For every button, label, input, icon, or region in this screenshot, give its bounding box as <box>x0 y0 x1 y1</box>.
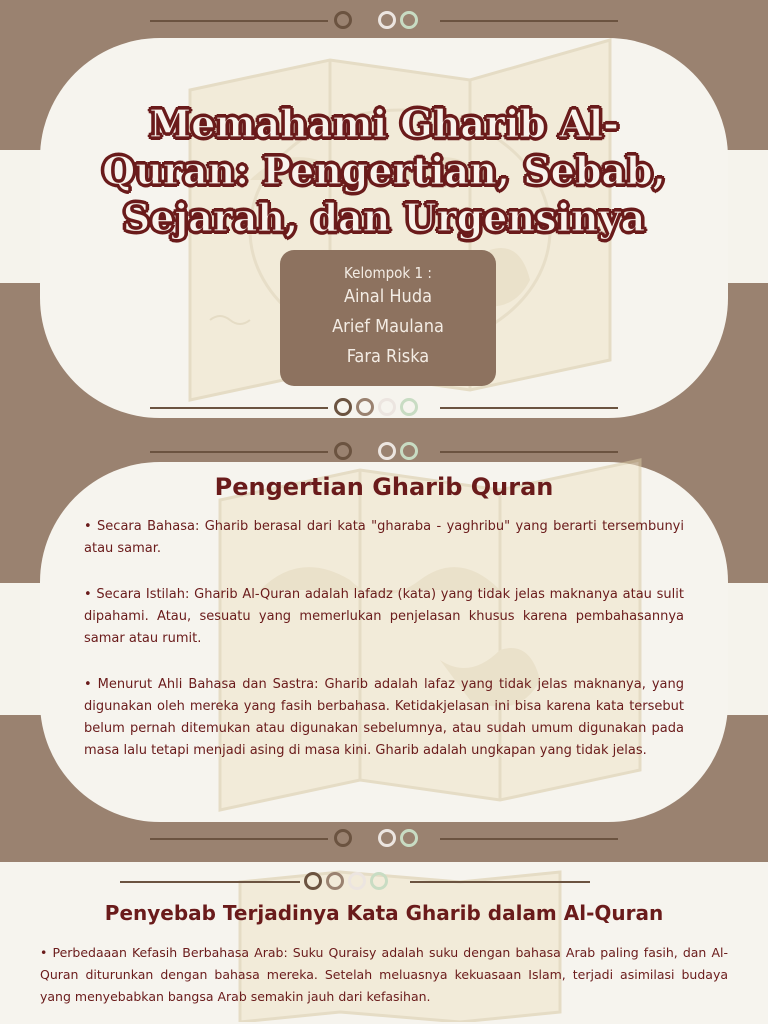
circle-divider-icon <box>334 829 418 847</box>
member-name: Fara Riska <box>346 346 430 367</box>
divider-line <box>150 407 328 409</box>
divider-line <box>440 838 618 840</box>
paragraph: • Menurut Ahli Bahasa dan Sastra: Gharib adalah lafaz yang tidak jelas maknanya, yang digunakan oleh mereka yang fasih berbahasa. Ketidakjelasan ini bisa karena kata tersebut belum pernah ditemukan atau digunakan sebelumnya, atau sudah umum digunakan pada masa lalu tetapi menjadi asing di masa kini. Gharib adalah ungkapan yang tidak jelas. <box>84 677 684 758</box>
circle-divider-icon <box>304 872 388 890</box>
section-title: Pengertian Gharib Quran <box>214 473 554 501</box>
divider-line <box>440 20 618 22</box>
divider-line <box>150 451 328 453</box>
circle-divider-icon <box>334 442 418 460</box>
paragraph: • Perbedaaan Kefasih Berbahasa Arab: Suku Quraisy adalah suku dengan bahasa Arab paling fasih, dan Al-Quran diturunkan dengan bahasa mereka. Setelah meluasnya kekuasaan Islam, terjadi asimilasi budaya yang menyebabkan bangsa Arab semakin jauh dari kefasihan. <box>40 945 728 1004</box>
divider-line <box>440 451 618 453</box>
member-name: Arief Maulana <box>332 316 444 337</box>
circle-divider-icon <box>334 398 418 416</box>
divider-line <box>120 881 300 883</box>
member-name: Ainal Huda <box>343 286 433 307</box>
divider-line <box>440 407 618 409</box>
circle-divider-icon <box>334 11 418 29</box>
divider-line <box>150 838 328 840</box>
section-title: Penyebab Terjadinya Kata Gharib dalam Al-Quran <box>104 901 664 925</box>
group-members-box <box>280 250 496 386</box>
paragraph: • Secara Istilah: Gharib Al-Quran adalah lafadz (kata) yang tidak jelas maknanya atau sulit dipahami. Atau, sesuatu yang memerlukan penjelasan khusus karena pembahasannya samar atau rumit. <box>84 587 684 646</box>
divider-line <box>150 20 328 22</box>
group-label: Kelompok 1 : <box>344 264 432 282</box>
paragraph: • Secara Bahasa: Gharib berasal dari kata "gharaba - yaghribu" yang berarti tersembunyi atau samar. <box>84 519 684 556</box>
divider-line <box>410 881 590 883</box>
page-title: Memahami Gharib Al-Quran: Pengertian, Sebab, Sejarah, dan Urgensinya <box>102 101 666 240</box>
